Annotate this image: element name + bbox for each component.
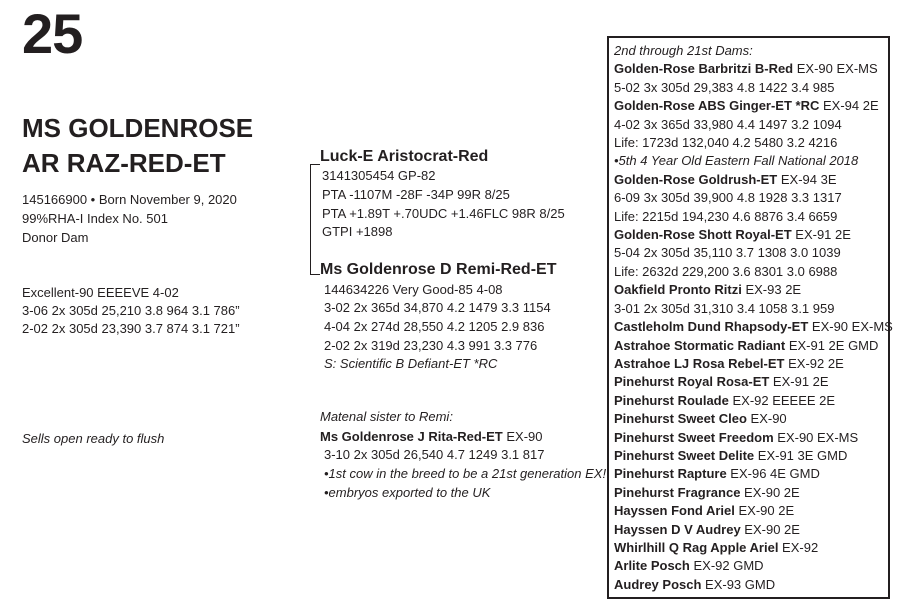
dam-record-line bbox=[614, 263, 893, 281]
dams-list bbox=[614, 42, 893, 594]
dam-entry-name: Castleholm Dund Rhapsody-ET bbox=[614, 319, 809, 335]
dam-entry-detail: EX-90 bbox=[746, 411, 787, 427]
animal-name-line1: MS GOLDENROSE bbox=[22, 113, 254, 143]
production-record: 2-02 2x 305d 23,390 3.7 874 3.1 721” bbox=[22, 321, 240, 336]
dam-entry-name: Whirlhill Q Rag Apple Ariel bbox=[614, 539, 779, 555]
dam-entry-name: Pinehurst Sweet Delite bbox=[614, 447, 755, 463]
dam-entry-name: Golden-Rose Barbritzi B-Red bbox=[614, 61, 794, 77]
dam-entry-detail: EX-90 EX-MS bbox=[793, 61, 878, 77]
dam-entry bbox=[614, 465, 893, 483]
dam-entry-detail: 3-01 2x 305d 31,310 3.4 1058 3.1 959 bbox=[614, 300, 835, 316]
sister-note: •embryos exported to the UK bbox=[324, 485, 491, 500]
dam-entry bbox=[614, 521, 893, 539]
dam-entry-detail: EX-91 2E bbox=[769, 374, 829, 390]
dam-entry bbox=[614, 226, 893, 244]
animal-role: Donor Dam bbox=[22, 230, 89, 245]
sire-name: Luck-E Aristocrat-Red bbox=[320, 148, 489, 165]
dam-record-line bbox=[614, 189, 893, 207]
lot-number: 25 bbox=[22, 2, 83, 65]
dam-entry-detail: EX-96 4E GMD bbox=[726, 466, 820, 482]
dam-entry-detail: EX-90 EX-MS bbox=[808, 319, 893, 335]
classification: Excellent-90 EEEEVE 4-02 bbox=[22, 285, 179, 300]
pedigree-bracket-bottom bbox=[310, 274, 320, 275]
dam-entry-name: Astrahoe Stormatic Radiant bbox=[614, 337, 786, 353]
dam-record: 2-02 2x 319d 23,230 4.3 991 3.3 776 bbox=[324, 338, 538, 353]
dam-entry bbox=[614, 484, 893, 502]
dam-entry-detail: EX-92 GMD bbox=[689, 558, 764, 574]
production-record: 3-06 2x 305d 25,210 3.8 964 3.1 786” bbox=[22, 303, 240, 318]
dam-entry-detail: EX-90 2E bbox=[740, 484, 800, 500]
dam-record: 4-04 2x 274d 28,550 4.2 1205 2.9 836 bbox=[324, 319, 545, 334]
dam-record-line bbox=[614, 134, 893, 152]
dams-heading: 2nd through 21st Dams: bbox=[614, 43, 753, 58]
animal-name-line2: AR RAZ-RED-ET bbox=[22, 148, 226, 178]
dam-reg-class: 144634226 Very Good-85 4-08 bbox=[324, 282, 503, 297]
dam-entry bbox=[614, 392, 893, 410]
dam-entry bbox=[614, 373, 893, 391]
dam-entry-detail: EX-90 2E bbox=[734, 503, 795, 519]
sister-heading: Matenal sister to Remi: bbox=[320, 409, 453, 424]
dam-sire-note: S: Scientific B Defiant-ET *RC bbox=[324, 356, 498, 371]
dam-entry bbox=[614, 171, 893, 189]
dam-entry bbox=[614, 355, 893, 373]
dam-entry-name: Golden-Rose Shott Royal-ET bbox=[614, 227, 792, 243]
dam-entry bbox=[614, 337, 893, 355]
sire-info-line: 3141305454 GP-82 bbox=[322, 168, 436, 183]
dam-entry-name: Pinehurst Fragrance bbox=[614, 484, 741, 500]
sire-info-line: PTA -1107M -28F -34P 99R 8/25 bbox=[322, 187, 510, 202]
dam-entry bbox=[614, 539, 893, 557]
dam-entry-name: Pinehurst Sweet Cleo bbox=[614, 411, 747, 427]
dam-entry-detail: EX-94 3E bbox=[777, 171, 837, 187]
dam-record-line bbox=[614, 79, 893, 97]
dam-entry-name: Golden-Rose ABS Ginger-ET *RC bbox=[614, 98, 820, 114]
dam-entry-detail: EX-92 2E bbox=[784, 355, 844, 371]
dam-entry-detail: •5th 4 Year Old Eastern Fall National 2018 bbox=[614, 153, 859, 169]
dam-record-line bbox=[614, 244, 893, 262]
dam-entry-detail: Life: 2632d 229,200 3.6 8301 3.0 6988 bbox=[614, 263, 838, 279]
sire-info-line: PTA +1.89T +.70UDC +1.46FLC 98R 8/25 bbox=[322, 206, 565, 221]
dam-entry-detail: 5-04 2x 305d 35,110 3.7 1308 3.0 1039 bbox=[614, 245, 841, 261]
dam-entry bbox=[614, 60, 893, 78]
dam-entry-detail: EX-92 EEEEE 2E bbox=[728, 392, 836, 408]
dam-entry bbox=[614, 318, 893, 336]
dam-entry-detail: EX-90 2E bbox=[740, 521, 800, 537]
dam-entry bbox=[614, 576, 893, 594]
dam-record-line bbox=[614, 152, 893, 170]
dam-record: 3-02 2x 365d 34,870 4.2 1479 3.3 1154 bbox=[324, 300, 551, 315]
dam-entry-name: Hayssen D V Audrey bbox=[614, 521, 741, 537]
sister-note: •1st cow in the breed to be a 21st generation EX! bbox=[324, 466, 607, 481]
sire-info-line: GTPI +1898 bbox=[322, 224, 393, 239]
dam-entry-name: Pinehurst Roulade bbox=[614, 392, 729, 408]
breed-index: 99%RHA-I Index No. 501 bbox=[22, 211, 168, 226]
dam-entry-detail: EX-92 bbox=[778, 539, 819, 555]
dam-record-line bbox=[614, 300, 893, 318]
dam-entry-name: Pinehurst Royal Rosa-ET bbox=[614, 374, 770, 390]
dam-entry-detail: EX-93 2E bbox=[741, 282, 802, 298]
dam-entry-name: Hayssen Fond Ariel bbox=[614, 503, 735, 519]
sister-name: Ms Goldenrose J Rita-Red-ET bbox=[320, 429, 503, 444]
dam-entry-detail: EX-90 EX-MS bbox=[773, 429, 859, 445]
dam-entry-detail: EX-93 GMD bbox=[701, 576, 776, 592]
dam-entry-name: Audrey Posch bbox=[614, 576, 702, 592]
dam-entry-detail: Life: 2215d 194,230 4.6 8876 3.4 6659 bbox=[614, 208, 838, 224]
registration-birthdate: 145166900 • Born November 9, 2020 bbox=[22, 192, 237, 207]
dam-entry-name: Golden-Rose Goldrush-ET bbox=[614, 171, 778, 187]
dam-entry bbox=[614, 429, 893, 447]
dam-entry-detail: 5-02 3x 305d 29,383 4.8 1422 3.4 985 bbox=[614, 79, 835, 95]
sale-note: Sells open ready to flush bbox=[22, 431, 165, 446]
dam-record-line bbox=[614, 116, 893, 134]
dam-entry-detail: EX-91 2E bbox=[791, 227, 851, 243]
dam-entry bbox=[614, 502, 893, 520]
dam-entry bbox=[614, 557, 893, 575]
sister-record: 3-10 2x 305d 26,540 4.7 1249 3.1 817 bbox=[324, 447, 545, 462]
dam-record-line bbox=[614, 208, 893, 226]
dam-entry bbox=[614, 281, 893, 299]
pedigree-bracket bbox=[310, 164, 311, 275]
dam-entry bbox=[614, 97, 893, 115]
dam-entry-name: Astrahoe LJ Rosa Rebel-ET bbox=[614, 355, 785, 371]
dam-entry-detail: Life: 1723d 132,040 4.2 5480 3.2 4216 bbox=[614, 135, 838, 151]
dam-entry-name: Oakfield Pronto Ritzi bbox=[614, 282, 742, 298]
dam-entry-detail: EX-91 2E GMD bbox=[785, 337, 879, 353]
dam-entry-name: Pinehurst Rapture bbox=[614, 466, 727, 482]
dam-entry-name: Arlite Posch bbox=[614, 558, 690, 574]
dam-name: Ms Goldenrose D Remi-Red-ET bbox=[320, 261, 557, 278]
sister-classification: EX-90 bbox=[502, 429, 543, 444]
dam-entry bbox=[614, 447, 893, 465]
dam-entry-detail: EX-94 2E bbox=[819, 98, 879, 114]
pedigree-bracket-top bbox=[310, 164, 320, 165]
dam-entry-detail: EX-91 3E GMD bbox=[754, 447, 848, 463]
dam-entry-name: Pinehurst Sweet Freedom bbox=[614, 429, 774, 445]
sister-line bbox=[320, 428, 543, 446]
dam-entry bbox=[614, 410, 893, 428]
dam-entry-detail: 6-09 3x 305d 39,900 4.8 1928 3.3 1317 bbox=[614, 190, 842, 206]
dam-entry-detail: 4-02 3x 365d 33,980 4.4 1497 3.2 1094 bbox=[614, 116, 842, 132]
